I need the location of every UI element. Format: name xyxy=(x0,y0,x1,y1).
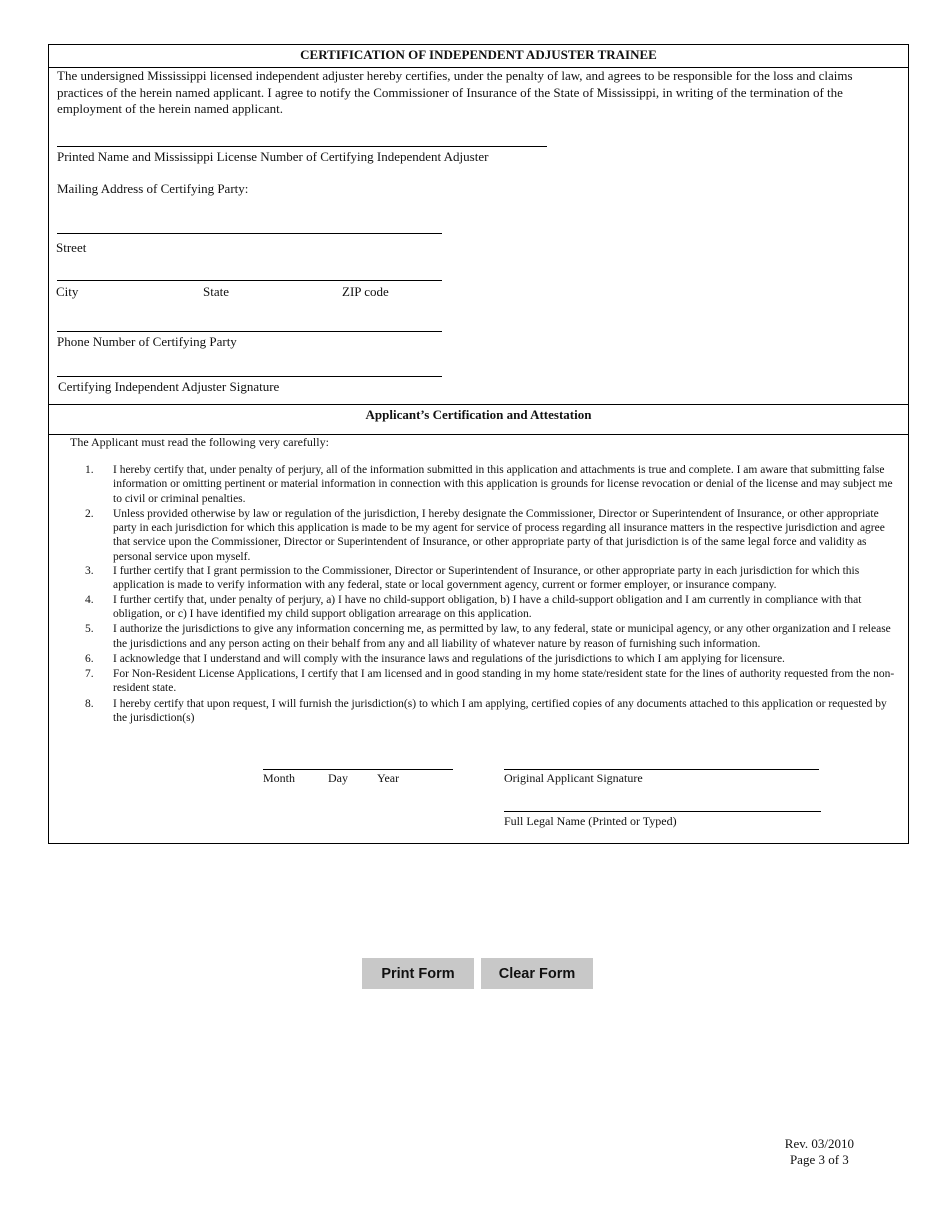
street-label: Street xyxy=(56,240,87,255)
attestation-item: 3. I further certify that I grant permission to the Commissioner, Director or Superintendent of Insurance, or other appropriate party in each jurisdiction for which this application is made to verify information with any federal, state or local government agency, current or former employer, or insurance company. xyxy=(85,565,860,592)
applicant-attestation-title: Applicant’s Certification and Attestation xyxy=(49,405,908,435)
clear-form-button[interactable]: Clear Form xyxy=(481,958,593,989)
month-label: Month xyxy=(263,771,296,785)
adjuster-signature-label: Certifying Independent Adjuster Signature xyxy=(58,379,280,394)
adjuster-certification-intro: The undersigned Mississippi licensed independent adjuster hereby certifies, under the penalty of law, and agrees to be responsible for the loss and claims practices of the herein named applicant. I agree to notify the Commissioner of Insurance of the State of Mississippi, in writing of the termination of the employment of the herein named applicant. xyxy=(57,68,853,116)
street-field[interactable] xyxy=(57,233,442,234)
city-label: City xyxy=(56,284,79,299)
applicant-signature-field[interactable] xyxy=(504,769,819,770)
zip-code-label: ZIP code xyxy=(342,284,389,299)
attestation-list xyxy=(65,463,901,726)
city-state-zip-field[interactable] xyxy=(57,280,442,281)
year-label: Year xyxy=(377,771,400,785)
print-form-button[interactable]: Print Form xyxy=(362,958,474,989)
attestation-item: 5. I authorize the jurisdictions to give any information concerning me, as permitted by law, to any federal, state or municipal agency, or any other organization and I release the jurisdictions and any person acting on their behalf from any and all liability of whatever nature by reason of furnishing such information. xyxy=(85,623,891,650)
original-signature-label: Original Applicant Signature xyxy=(504,771,643,785)
attestation-item: 8. I hereby certify that upon request, I will furnish the jurisdiction(s) to which I am applying, certified copies of any documents attached to this application or requested by the jurisdiction(s) xyxy=(85,697,887,725)
applicant-instructions: The Applicant must read the following very carefully: xyxy=(70,435,329,449)
adjuster-certification-section xyxy=(48,44,909,405)
attestation-item: 2. Unless provided otherwise by law or regulation of the jurisdiction, I hereby designate the Commissioner, Director or Superintendent of Insurance, or other appropriate party in each jurisdiction for which this application is made to be my agent for service of process regarding all insurance matters in the respective jurisdiction and agree that service upon the Commissioner, Director or Superintendent of Insurance, or other appropriate party of that jurisdiction is of the same legal force and validity as personal service upon myself. xyxy=(85,507,885,563)
state-label: State xyxy=(203,284,229,299)
day-label: Day xyxy=(328,771,348,785)
attestation-item: 4. I further certify that, under penalty of perjury, a) I have no child-support obligation, b) I have a child-support obligation and I am currently in compliance with that obligation, or c) I have identified my child support obligation arrearage on this application. xyxy=(85,593,862,620)
printed-name-license-label: Printed Name and Mississippi License Number of Certifying Independent Adjuster xyxy=(57,149,489,164)
adjuster-certification-title: CERTIFICATION OF INDEPENDENT ADJUSTER TRAINEE xyxy=(49,45,908,68)
full-legal-name-field[interactable] xyxy=(504,811,821,812)
page-footer xyxy=(785,1136,854,1168)
revision-date: Rev. 03/2010 xyxy=(784,1136,854,1151)
applicant-attestation-section xyxy=(48,404,909,844)
attestation-item: 1. I hereby certify that, under penalty of perjury, all of the information submitted in this application and attachments is true and complete. I am aware that submitting false information or omitting pertinent or material information in connection with this application is grounds for license revocation or denial of the license and may subject me to civil or criminal penalties. xyxy=(85,464,893,505)
attestation-item: 7. For Non-Resident License Applications, I certify that I am licensed and in good standing in my home state/resident state for the lines of authority requested from the non-resident state. xyxy=(85,668,895,695)
phone-number-label: Phone Number of Certifying Party xyxy=(57,334,237,349)
phone-number-field[interactable] xyxy=(57,331,442,332)
page-number: Page 3 of 3 xyxy=(789,1152,849,1167)
adjuster-signature-field[interactable] xyxy=(57,376,442,377)
mailing-address-label: Mailing Address of Certifying Party: xyxy=(57,181,249,196)
date-field[interactable] xyxy=(263,769,453,770)
attestation-item: 6. I acknowledge that I understand and will comply with the insurance laws and regulations of the jurisdictions to which I am applying for licensure. xyxy=(85,652,785,665)
printed-name-license-field[interactable] xyxy=(57,146,547,147)
full-legal-name-label: Full Legal Name (Printed or Typed) xyxy=(504,814,677,828)
